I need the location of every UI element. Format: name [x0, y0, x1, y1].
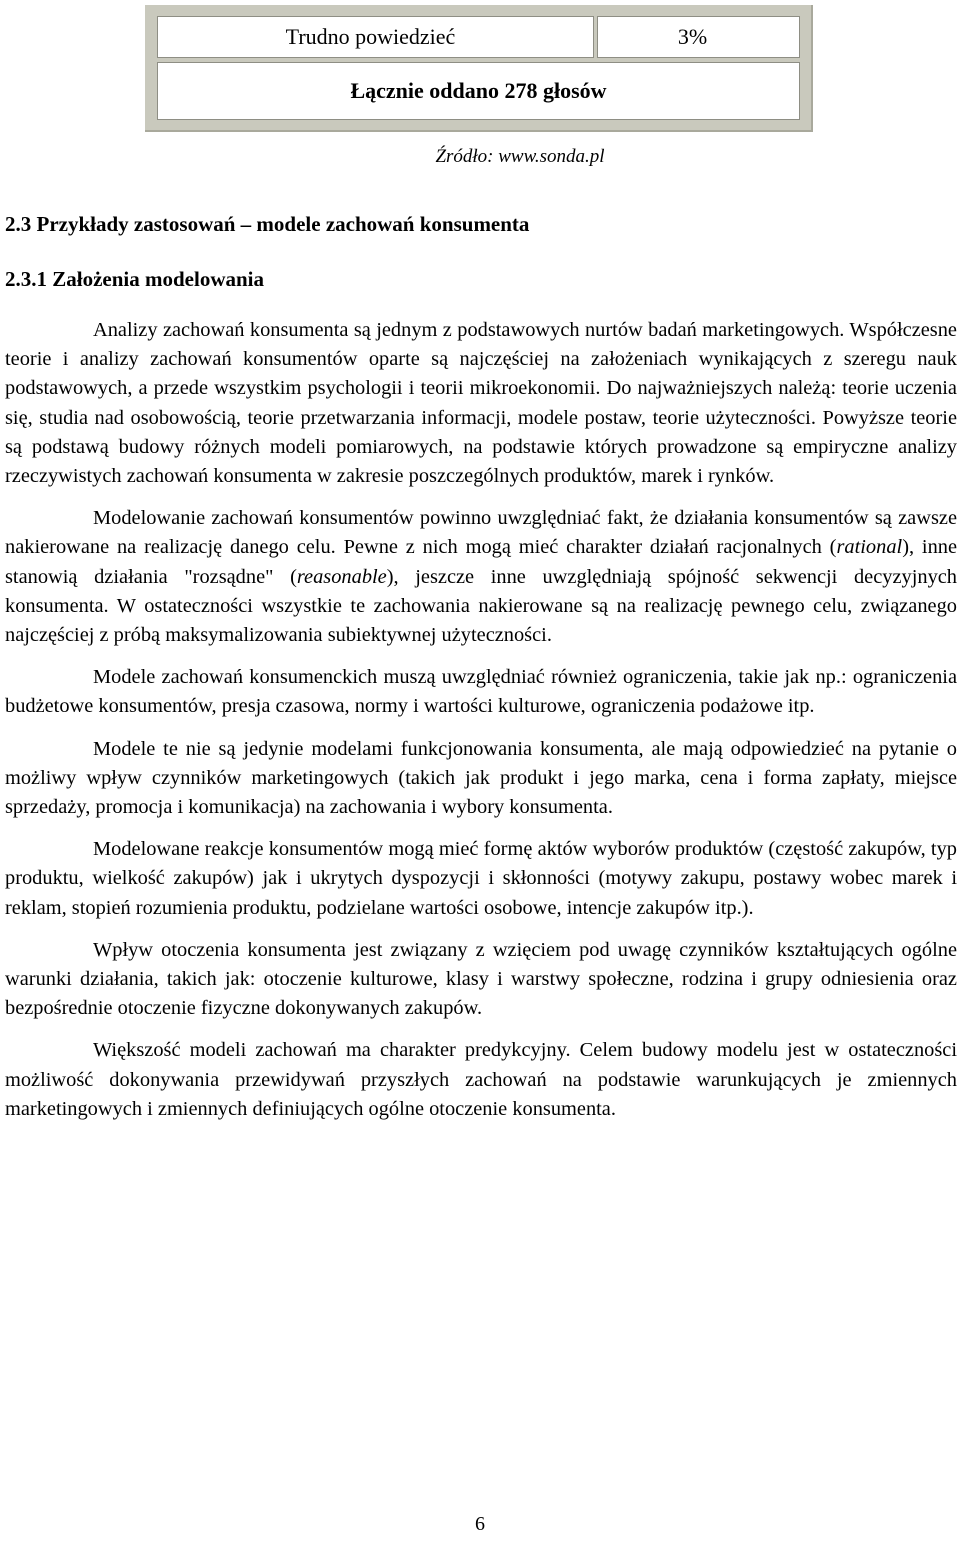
paragraph-2-part-1: Modelowanie zachowań konsumentów powinno uwzględniać fakt, że działania konsumentów są zawsze nakierowane na realizację danego celu. Pewne z nich mogą mieć charakter działań racjonalnych ( — [5, 507, 957, 559]
answer-percent: 3% — [677, 24, 708, 49]
paragraph-4: Modele te nie są jedynie modelami funkcjonowania konsumenta, ale mają odpowiedzieć na pytanie o możliwy wpływ czynników marketingowych (takich jak produkt i jego marka, cena i forma zapłaty, miejsce sprzedaży, promocja i komunikacja) na zachowania i wybory konsumenta. — [5, 737, 957, 819]
paragraph-1-text: Analizy zachowań konsumenta są jednym z podstawowych nurtów badań marketingowych. Współczesne teorie i analizy zachowań konsumentów oparte są najczęściej na założeniach wynikających z szeregu nauk podstawowych, a przede wszystkim psychologii i teorii mikroekonomii. Do najważniejszych należą: teorie uczenia się, studia nad osobowością, teorie przetwarzania informacji, modele postaw, teorie użyteczności. Powyższe teorie są podstawą budowy różnych modeli pomiarowych, na podstawie których prowadzone są empiryczne analizy rzeczywistych zachowań konsumenta w zakresie poszczególnych produktów, marek i rynków. — [5, 319, 957, 488]
section-heading: 2.3 Przykłady zastosowań – modele zachowań konsumenta — [5, 212, 530, 236]
page-number: 6 — [475, 1513, 485, 1535]
term-reasonable: reasonable — [296, 565, 387, 588]
total-votes-label: Łącznie oddano 278 głosów — [350, 78, 607, 103]
answer-cell — [157, 16, 594, 58]
paragraph-2 — [5, 504, 957, 650]
paragraph-1 — [5, 316, 957, 491]
paragraph-6: Wpływ otoczenia konsumenta jest związany z wzięciem pod uwagę czynników kształtujących ogólne warunki działania, takich jak: otoczenie kulturowe, klasy i warstwy społeczne, rodzina i grupy odniesienia oraz bezpośrednie otoczenie fizyczne dokonywanych zakupów. — [5, 938, 957, 1020]
paragraph-2-part-3: ), jeszcze inne uwzględniają spójność sekwencji decyzyjnych konsumenta. W ostateczności wszystkie te zachowania nakierowane są na realizację pewnego celu, związanego najczęściej z próbą maksymalizowania subiektywnej użyteczności. — [5, 565, 958, 647]
total-votes-cell — [157, 62, 800, 120]
source-caption: Źródło: www.sonda.pl — [435, 146, 605, 167]
percent-cell — [597, 16, 800, 58]
poll-results-table — [145, 5, 813, 132]
paragraph-3: Modele zachowań konsumenckich muszą uwzględniać również ograniczenia, takie jak np.: ograniczenia budżetowe konsumentów, presja czasowa, normy i wartości kulturowe, ograniczenia podażowe itp. — [5, 666, 957, 718]
paragraph-5: Modelowane reakcje konsumentów mogą mieć formę aktów wyborów produktów (częstość zakupów, typ produktu, wielkość zakupów) jak i ukrytych dyspozycji i skłonności (motywy zakupu, postawy wobec marek i reklam, stopień rozumienia produktu, podzielane wartości osobowe, intencje zakupów itp.). — [5, 838, 957, 919]
subsection-heading: 2.3.1 Założenia modelowania — [5, 267, 265, 291]
paragraph-2-part-2: ), inne stanowią działania "rozsądne" ( — [5, 536, 958, 588]
term-rational: rational — [836, 536, 903, 559]
body-text — [5, 316, 957, 1137]
answer-label: Trudno powiedzieć — [285, 24, 456, 49]
paragraph-7: Większość modeli zachowań ma charakter predykcyjny. Celem budowy modelu jest w ostateczności możliwość dokonywania przewidywań przyszłych zachowań na podstawie warunkujących je zmiennych marketingowych i zmiennych definiujących ogólne otoczenie konsumenta. — [5, 1039, 957, 1120]
